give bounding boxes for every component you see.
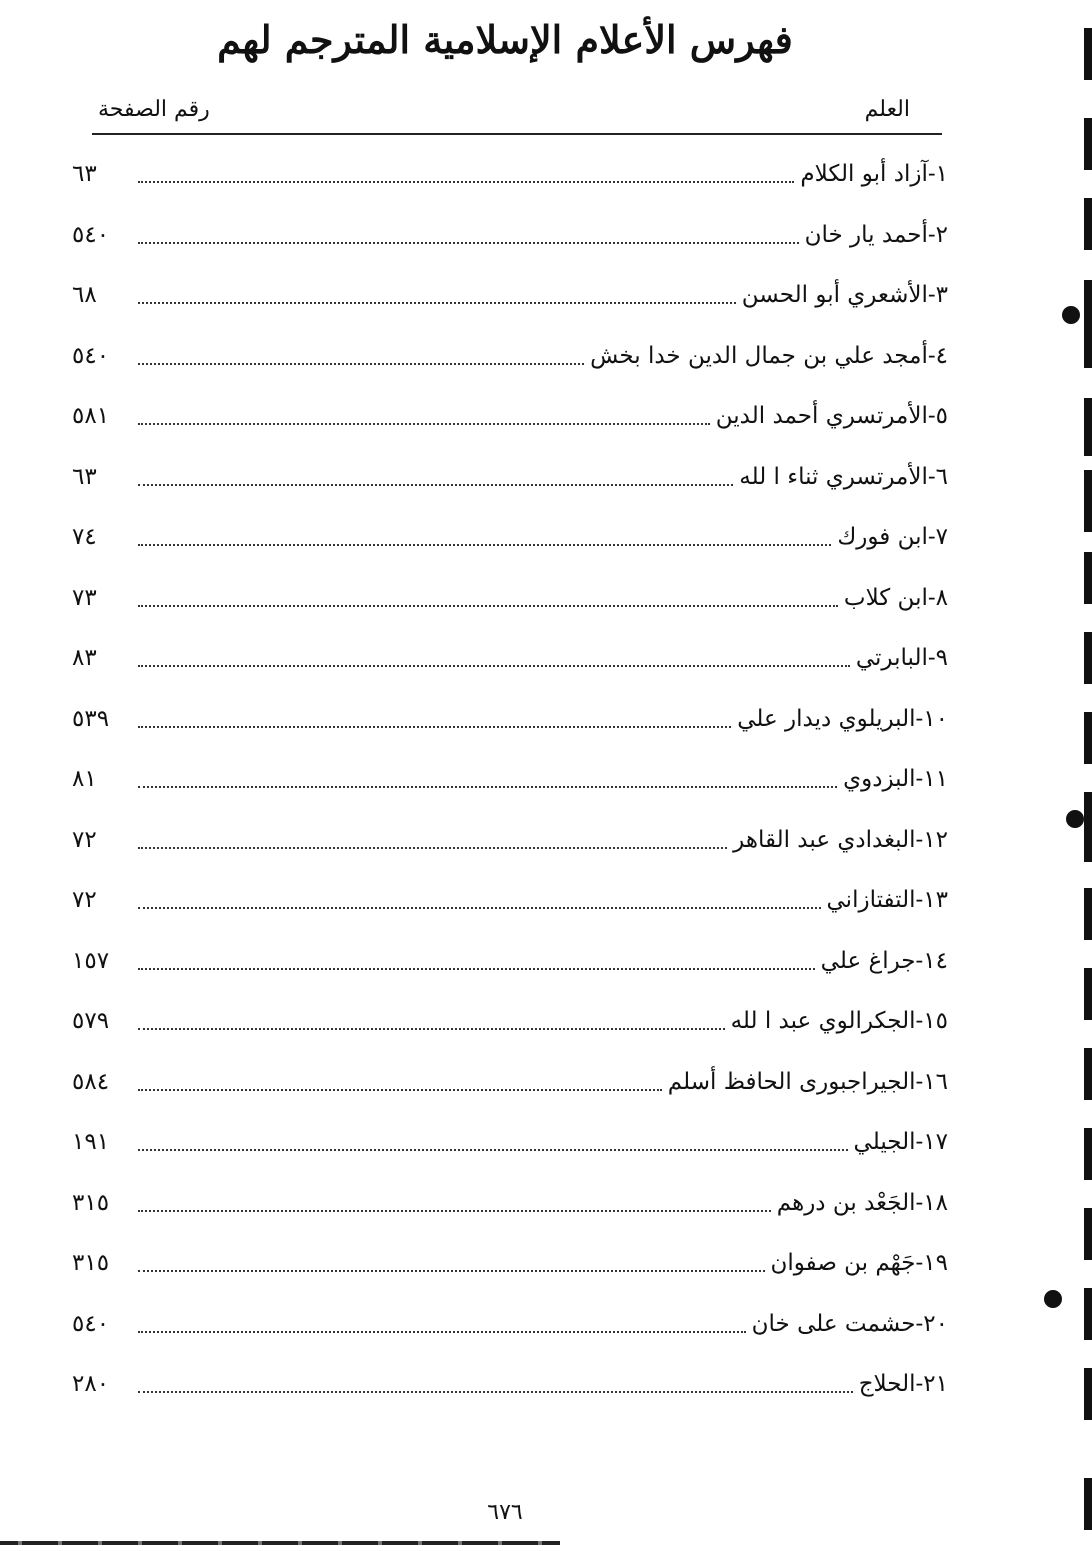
entry-name: ١٠-البريلوي ديدار علي [737, 705, 948, 732]
index-row [72, 1354, 948, 1415]
scan-edge-mark [1084, 632, 1092, 684]
index-row [72, 568, 948, 629]
scan-hole-mark [1066, 810, 1084, 828]
entry-page: ٣١٥ [72, 1189, 110, 1216]
entry-name: ١٤-جراغ علي [820, 947, 948, 974]
entry-page: ٥٤٠ [72, 221, 110, 248]
dot-leader [138, 286, 736, 304]
column-header-page: رقم الصفحة [98, 97, 210, 122]
index-row [72, 689, 948, 750]
index-row [72, 1294, 948, 1355]
index-list [72, 144, 948, 1415]
entry-name: ١٢-البغدادي عبد القاهر [733, 826, 948, 853]
dot-leader [138, 952, 815, 970]
dot-leader [138, 831, 727, 849]
entry-page: ٧٢ [72, 826, 97, 853]
dot-leader [138, 1315, 746, 1333]
scan-edge-mark [1084, 118, 1092, 170]
entry-page: ٦٣ [72, 161, 97, 188]
index-row [72, 386, 948, 447]
entry-name: ٢١-الحلاج [858, 1371, 948, 1398]
entry-page: ٣١٥ [72, 1250, 110, 1277]
scan-edge-mark [1084, 1128, 1092, 1180]
dot-leader [138, 1254, 765, 1272]
entry-page: ٥٤٠ [72, 1310, 110, 1337]
scan-bottom-edge [0, 1541, 560, 1545]
index-row [72, 749, 948, 810]
dot-leader [138, 1375, 853, 1393]
entry-page: ٥٨٤ [72, 1068, 110, 1095]
index-row [72, 1052, 948, 1113]
scan-edge-mark [1084, 398, 1092, 456]
entry-name: ٤-أمجد علي بن جمال الدين خدا بخش [590, 342, 948, 369]
index-row [72, 870, 948, 931]
entry-page: ٥٨١ [72, 403, 110, 430]
entry-name: ٩-البابرتي [855, 645, 948, 672]
entry-name: ٢٠-حشمت على خان [751, 1310, 948, 1337]
entry-page: ٧٣ [72, 584, 97, 611]
index-row [72, 265, 948, 326]
dot-leader [138, 1133, 848, 1151]
entry-page: ٨٣ [72, 645, 97, 672]
scan-edge-mark [1084, 888, 1092, 940]
entry-name: ١٩-جَهْم بن صفوان [770, 1250, 948, 1277]
index-row [72, 1112, 948, 1173]
dot-leader [138, 1073, 662, 1091]
entry-name: ٢-أحمد يار خان [804, 221, 948, 248]
index-row [72, 205, 948, 266]
scan-edge-mark [1084, 470, 1092, 532]
header-rule [92, 133, 942, 135]
index-row [72, 991, 948, 1052]
scan-hole-mark [1062, 306, 1080, 324]
scan-edge-mark [1084, 712, 1092, 764]
index-row [72, 326, 948, 387]
dot-leader [138, 770, 837, 788]
scan-edge-mark [1084, 1478, 1092, 1530]
scan-edge-mark [1084, 1368, 1092, 1420]
dot-leader [138, 468, 733, 486]
entry-name: ١٣-التفتازاني [826, 887, 948, 914]
index-row [72, 1233, 948, 1294]
entry-name: ٣-الأشعري أبو الحسن [741, 282, 948, 309]
scan-edge-mark [1084, 198, 1092, 250]
entry-name: ٦-الأمرتسري ثناء ا لله [739, 463, 948, 490]
scan-edge-mark [1084, 1048, 1092, 1100]
entry-name: ١٨-الجَعْد بن درهم [776, 1189, 948, 1216]
entry-name: ٥-الأمرتسري أحمد الدين [715, 403, 948, 430]
index-row [72, 447, 948, 508]
scan-edge-mark [1084, 968, 1092, 1020]
dot-leader [138, 1012, 725, 1030]
entry-name: ١١-البزدوي [843, 766, 948, 793]
entry-page: ٢٨٠ [72, 1371, 110, 1398]
entry-page: ١٩١ [72, 1129, 110, 1156]
dot-leader [138, 649, 850, 667]
column-header-name: العلم [864, 97, 910, 122]
scan-edge-mark [1084, 792, 1092, 862]
entry-page: ٥٣٩ [72, 705, 110, 732]
dot-leader [138, 165, 794, 183]
dot-leader [138, 226, 799, 244]
dot-leader [138, 347, 584, 365]
entry-name: ١٦-الجيراجبورى الحافظ أسلم [667, 1068, 948, 1095]
entry-page: ٧٢ [72, 887, 97, 914]
entry-page: ٧٤ [72, 524, 97, 551]
entry-name: ١٧-الجيلي [853, 1129, 948, 1156]
entry-page: ١٥٧ [72, 947, 110, 974]
dot-leader [138, 710, 731, 728]
index-row [72, 931, 948, 992]
scan-edge-mark [1084, 1208, 1092, 1260]
dot-leader [138, 891, 821, 909]
entry-page: ٦٣ [72, 463, 97, 490]
scan-edge-mark [1084, 28, 1092, 80]
index-row [72, 810, 948, 871]
index-row [72, 507, 948, 568]
dot-leader [138, 1194, 771, 1212]
entry-name: ٨-ابن كلاب [843, 584, 948, 611]
scan-edge-mark [1084, 280, 1092, 368]
index-row [72, 628, 948, 689]
entry-page: ٦٨ [72, 282, 97, 309]
scan-hole-mark [1044, 1290, 1062, 1308]
entry-name: ١٥-الجكرالوي عبد ا لله [730, 1008, 948, 1035]
scan-edge-mark [1084, 552, 1092, 604]
page-title: فهرس الأعلام الإسلامية المترجم لهم [217, 17, 793, 62]
index-row [72, 144, 948, 205]
entry-page: ٥٧٩ [72, 1008, 110, 1035]
dot-leader [138, 589, 838, 607]
page-number: ٦٧٦ [487, 1500, 523, 1525]
index-row [72, 1173, 948, 1234]
dot-leader [138, 407, 710, 425]
scan-edge-mark [1084, 1288, 1092, 1340]
dot-leader [138, 528, 831, 546]
entry-name: ١-آزاد أبو الكلام [800, 161, 948, 188]
entry-page: ٥٤٠ [72, 342, 110, 369]
entry-page: ٨١ [72, 766, 97, 793]
entry-name: ٧-ابن فورك [837, 524, 948, 551]
